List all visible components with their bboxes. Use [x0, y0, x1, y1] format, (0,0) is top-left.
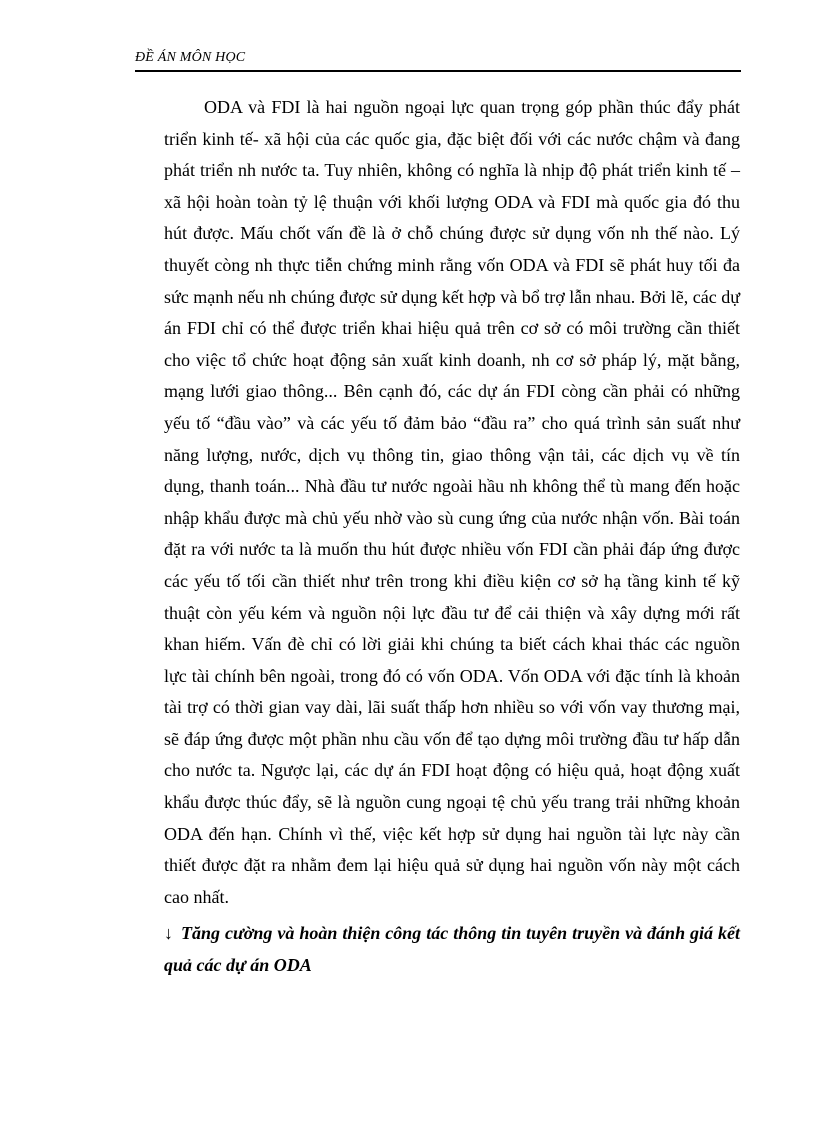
page-body	[164, 92, 740, 981]
section-heading-text: Tăng cường và hoàn thiện công tác thông tin tuyên truyền và đánh giá kết quả các dự án ODA	[164, 923, 740, 976]
document-title: ĐỀ ÁN MÔN HỌC	[135, 50, 246, 65]
body-paragraph: ODA và FDI là hai nguồn ngoại lực quan trọng góp phần thúc đẩy phát triển kinh tế- xã hội của các quốc gia, đặc biệt đối với các nước chậm và đang phát triển nh nước ta. Tuy nhiên, không có nghĩa là nhịp độ phát triển kinh tế –xã hội hoàn toàn tỷ lệ thuận với khối lượng ODA và FDI mà quốc gia đó thu hút được. Mấu chốt vấn đề là ở chỗ chúng được sử dụng vốn nh thế nào. Lý thuyết còng nh thực tiễn chứng minh rằng vốn ODA và FDI sẽ phát huy tối đa sức mạnh nếu nh chúng được sử dụng kết hợp và bổ trợ lẫn nhau. Bởi lẽ, các dự án FDI chỉ có thể được triển khai hiệu quả trên cơ sở có môi trường cần thiết cho việc tổ chức hoạt động sản xuất kinh doanh, nh cơ sở pháp lý, mặt bằng, mạng lưới giao thông... Bên cạnh đó, các dự án FDI còng cần phải có những yếu tố “đầu vào” và các yếu tố đảm bảo “đầu ra” cho quá trình sản suất như năng lượng, nước, dịch vụ thông tin, giao thông vận tải, các dịch vụ về tín dụng, thanh toán... Nhà đầu tư nước ngoài hầu nh không thể tù mang đến hoặc nhập khẩu được mà chủ yếu nhờ vào sù cung ứng của nước nhận vốn. Bài toán đặt ra với nước ta là muốn thu hút được nhiều vốn FDI cần phải đáp ứng được các yếu tố tối cần thiết như trên trong khi điều kiện cơ sở hạ tầng kinh tế kỹ thuật còn yếu kém và nguồn nội lực đầu tư để cải thiện và xây dựng mới rất khan hiếm. Vấn đè chỉ có lời giải khi chúng ta biết cách khai thác các nguồn lực tài chính bên ngoài, trong đó có vốn ODA. Vốn ODA với đặc tính là khoản tài trợ có thời gian vay dài, lãi suất thấp hơn nhiều so với vốn vay thương mại, sẽ đáp ứng được một phần nhu cầu vốn để tạo dựng môi trường đầu tư hấp dẫn cho nước ta. Ngược lại, các dự án FDI hoạt động có hiệu quả, hoạt động xuất khẩu được thúc đẩy, sẽ là nguồn cung ngoại tệ chủ yếu trang trải những khoản ODA đến hạn. Chính vì thế, việc kết hợp sử dụng hai nguồn tài lực này cần thiết được đặt ra nhằm đem lại hiệu quả sử dụng hai nguồn vốn này một cách cao nhất.	[164, 97, 740, 907]
arrow-down-icon: ↓	[164, 923, 173, 944]
section-heading	[164, 917, 740, 981]
page-header	[135, 48, 741, 72]
